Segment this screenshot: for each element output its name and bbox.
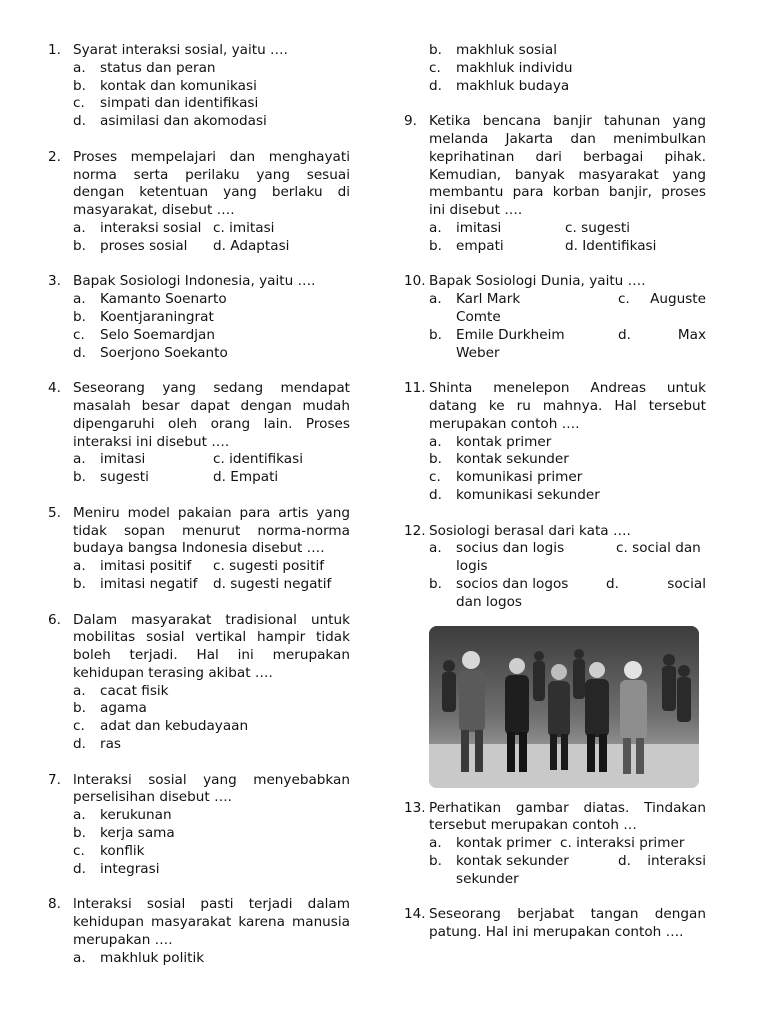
question-text: Bapak Sosiologi Dunia, yaitu …. xyxy=(429,273,646,290)
option-text: kerukunan xyxy=(100,807,172,824)
option-text: sugesti negatif xyxy=(230,575,332,592)
option[interactable] xyxy=(213,220,350,238)
question-8-continued xyxy=(404,42,706,95)
option-text: komunikasi primer xyxy=(456,469,583,486)
option-letter: c. xyxy=(618,291,630,308)
option-letter: d. xyxy=(606,575,619,592)
option[interactable] xyxy=(73,576,213,594)
option-letter: b. xyxy=(429,326,442,343)
question-text: Bapak Sosiologi Indonesia, yaitu …. xyxy=(73,273,316,290)
question-7 xyxy=(48,772,350,879)
option-row[interactable] xyxy=(429,576,706,612)
option-letter: b. xyxy=(429,451,442,468)
option-text-part: Comte xyxy=(456,308,501,325)
option-text: makhluk sosial xyxy=(456,42,558,58)
option-letter: d. xyxy=(73,344,86,361)
option-row[interactable] xyxy=(429,291,706,327)
option-letter: d. xyxy=(429,77,442,94)
option-letter: d. xyxy=(429,486,442,503)
question-number: 3. xyxy=(48,273,61,290)
question-text: Sosiologi berasal dari kata …. xyxy=(429,522,631,539)
option-letter: b. xyxy=(73,77,86,94)
option-text: makhluk politik xyxy=(100,949,205,966)
option-text-part: interaksi xyxy=(647,852,706,869)
option-text: Soerjono Soekanto xyxy=(100,344,228,361)
question-number: 9. xyxy=(404,113,417,130)
option-letter: c. xyxy=(73,326,85,343)
option-text: simpati dan identifikasi xyxy=(100,95,259,112)
option-letter: a. xyxy=(429,291,442,308)
question-3 xyxy=(48,273,350,362)
option-letter: b. xyxy=(73,575,86,592)
option-text: empati xyxy=(456,237,504,254)
option-text: Koentjaraningrat xyxy=(100,308,214,325)
option-pair xyxy=(73,220,350,238)
option-text: makhluk individu xyxy=(456,59,573,76)
option-letter: a. xyxy=(429,219,442,236)
option-letter: c. xyxy=(616,540,628,557)
option[interactable] xyxy=(213,558,350,576)
option-pair xyxy=(73,238,350,256)
option-text: imitasi positif xyxy=(100,558,192,575)
option[interactable] xyxy=(73,78,350,96)
option-text: Emile Durkheim xyxy=(456,326,565,343)
question-number: 1. xyxy=(48,42,61,58)
option-text: makhluk budaya xyxy=(456,77,570,94)
question-6 xyxy=(48,612,350,754)
option-letter: a. xyxy=(429,540,442,557)
option-text: sugesti positif xyxy=(229,558,325,575)
option[interactable] xyxy=(213,238,350,256)
question-text: Syarat interaksi sosial, yaitu …. xyxy=(73,42,288,58)
option-letter: d. xyxy=(213,237,226,254)
option-letter: a. xyxy=(73,558,86,575)
right-column xyxy=(404,42,706,942)
option[interactable] xyxy=(429,60,706,78)
option-text: kontak sekunder xyxy=(456,852,569,869)
option-text-part: sekunder xyxy=(456,870,519,887)
option-letter: c. xyxy=(429,469,441,486)
option-letter: b. xyxy=(73,469,86,486)
option[interactable] xyxy=(565,220,706,238)
option[interactable] xyxy=(73,825,350,843)
question-number: 6. xyxy=(48,611,61,628)
option[interactable] xyxy=(73,327,350,345)
option-letter: b. xyxy=(73,237,86,254)
question-number: 14. xyxy=(404,906,426,923)
question-number: 5. xyxy=(48,504,61,521)
option-text: proses sosial xyxy=(100,237,188,254)
option-letter: c. xyxy=(213,219,225,236)
option-text: imitasi xyxy=(229,219,275,236)
option-letter: d. xyxy=(73,860,86,877)
option-letter: c. xyxy=(73,95,85,112)
option-text: imitasi negatif xyxy=(100,575,198,592)
option-text: identifikasi xyxy=(229,451,304,468)
option[interactable] xyxy=(73,220,213,238)
option[interactable] xyxy=(429,487,706,505)
option-text-part: logis xyxy=(456,558,488,575)
option-text: Adaptasi xyxy=(230,237,290,254)
option[interactable] xyxy=(73,950,350,968)
option[interactable] xyxy=(73,309,350,327)
option-letter: a. xyxy=(73,291,86,308)
option[interactable] xyxy=(73,558,213,576)
option-text: konflik xyxy=(100,842,145,859)
question-12 xyxy=(404,523,706,612)
option-text: Empati xyxy=(230,469,279,486)
question-text: lnteraksi sosial yang menyebabkan perselisihan disebut …. xyxy=(73,771,350,806)
option[interactable] xyxy=(429,434,706,452)
question-text: Meniru model pakaian para artis yang tidak sopan menurut norma-norma budaya bangsa Indonesia disebut …. xyxy=(73,504,350,557)
question-1 xyxy=(48,42,350,131)
option-text: kontak primer xyxy=(456,835,552,852)
option-letter: b. xyxy=(73,825,86,842)
option-row[interactable] xyxy=(429,327,706,363)
question-number: 10. xyxy=(404,273,426,290)
option[interactable] xyxy=(73,345,350,363)
question-number: 11. xyxy=(404,380,426,397)
option-text: adat dan kebudayaan xyxy=(100,718,249,735)
option[interactable] xyxy=(73,683,350,701)
left-column xyxy=(48,42,350,967)
question-text: Dalam masyarakat tradisional untuk mobilitas sosial vertikal hampir tidak boleh terjadi. Hal ini merupakan kehidupan terasing akibat …. xyxy=(73,611,350,681)
option-text: imitasi xyxy=(456,219,502,236)
question-text: Seseorang berjabat tangan dengan patung. Hal ini merupakan contoh …. xyxy=(429,906,706,941)
option-letter: a. xyxy=(73,807,86,824)
option[interactable] xyxy=(73,700,350,718)
option[interactable] xyxy=(73,736,350,754)
option-letter: c. xyxy=(213,451,225,468)
question-13 xyxy=(404,800,706,889)
option-letter: b. xyxy=(429,237,442,254)
option-text: kerja sama xyxy=(100,825,175,842)
option-text: ras xyxy=(100,736,122,753)
option-text-part: social xyxy=(667,575,706,592)
option-row[interactable] xyxy=(429,540,706,576)
option[interactable] xyxy=(429,42,706,60)
option-text: Kamanto Soenarto xyxy=(100,291,227,308)
question-8 xyxy=(48,896,350,967)
option-letter: d. xyxy=(73,736,86,753)
option-text: interaksi sosial xyxy=(100,219,202,236)
question-number: 7. xyxy=(48,771,61,788)
option[interactable] xyxy=(213,469,350,487)
question-text: Seseorang yang sedang mendapat masalah besar dapat dengan mudah dipengaruhi oleh orang lain. Proses interaksi ini disebut …. xyxy=(73,380,350,450)
question-number: 2. xyxy=(48,148,61,165)
option-letter: d. xyxy=(618,852,631,869)
option-letter: b. xyxy=(429,575,442,592)
option-letter: a. xyxy=(73,59,86,76)
option-text-part: Max xyxy=(677,326,706,343)
option[interactable] xyxy=(73,291,350,309)
option[interactable] xyxy=(73,469,213,487)
question-5 xyxy=(48,505,350,594)
option-letter: a. xyxy=(73,451,86,468)
option-letter: a. xyxy=(429,835,442,852)
option-letter: d. xyxy=(565,237,578,254)
question-number: 12. xyxy=(404,522,426,539)
question-number: 8. xyxy=(48,896,61,913)
option[interactable] xyxy=(73,861,350,879)
option[interactable] xyxy=(73,60,350,78)
option-letter: a. xyxy=(429,433,442,450)
option-pair xyxy=(73,576,350,594)
option-text: kontak dan komunikasi xyxy=(100,77,257,94)
option-letter: d. xyxy=(213,575,226,592)
option-text: asimilasi dan akomodasi xyxy=(100,113,267,130)
option-text: Identifikasi xyxy=(582,237,657,254)
option[interactable] xyxy=(213,576,350,594)
option-letter: c. xyxy=(560,835,572,852)
option-letter: d. xyxy=(73,113,86,130)
question-number: 4. xyxy=(48,380,61,397)
option[interactable] xyxy=(429,220,565,238)
option-text: socius dan logis xyxy=(456,540,565,557)
option-letter: c. xyxy=(73,718,85,735)
option[interactable] xyxy=(429,451,706,469)
question-text: Perhatikan gambar diatas. Tindakan tersebut merupakan contoh … xyxy=(429,799,706,834)
question-text: Shinta menelepon Andreas untuk datang ke ru mahnya. Hal tersebut merupakan contoh …. xyxy=(429,380,706,432)
option[interactable] xyxy=(429,78,706,96)
option-text: socios dan logos xyxy=(456,575,569,592)
option-text: cacat fisik xyxy=(100,682,169,699)
option[interactable] xyxy=(565,238,706,256)
option[interactable] xyxy=(73,718,350,736)
option-text: kontak primer xyxy=(456,433,552,450)
photo-illustration xyxy=(429,626,699,788)
question-11 xyxy=(404,380,706,505)
option[interactable] xyxy=(73,451,213,469)
option[interactable] xyxy=(429,238,565,256)
question-2 xyxy=(48,149,350,256)
option-pair xyxy=(73,558,350,576)
option-letter: c. xyxy=(73,842,85,859)
people-conversation-photo xyxy=(429,626,699,788)
option-pair xyxy=(73,451,350,469)
option-text: status dan peran xyxy=(100,59,216,76)
question-4 xyxy=(48,380,350,487)
option-letter: d. xyxy=(618,326,631,343)
option-letter: b. xyxy=(73,700,86,717)
question-number: 13. xyxy=(404,799,426,816)
option-letter: a. xyxy=(73,219,86,236)
option-letter: b. xyxy=(73,308,86,325)
option-row[interactable] xyxy=(429,853,706,889)
option-letter: a. xyxy=(73,949,86,966)
option-pair xyxy=(429,220,706,238)
option-letter: b. xyxy=(429,42,442,58)
question-text: Proses mempelajari dan menghayati norma serta perilaku yang sesuai dengan ketentuan yang berlaku di masyarakat, disebut …. xyxy=(73,148,350,219)
option-row[interactable] xyxy=(429,835,706,853)
option-text: komunikasi sekunder xyxy=(456,486,600,503)
option-text: Karl Mark xyxy=(456,291,521,308)
option-letter: c. xyxy=(565,219,577,236)
option[interactable] xyxy=(73,807,350,825)
option-text-part: dan logos xyxy=(456,593,523,610)
question-text: lnteraksi sosial pasti terjadi dalam kehidupan masyarakat karena manusia merupakan …. xyxy=(73,896,350,948)
option-letter: b. xyxy=(429,852,442,869)
option-text-part: Auguste xyxy=(650,291,706,308)
option-text-part: Weber xyxy=(456,344,500,361)
option-text: integrasi xyxy=(100,860,160,877)
option-text: imitasi xyxy=(100,451,146,468)
option-text: kontak sekunder xyxy=(456,451,569,468)
question-text: Ketika bencana banjir tahunan yang melanda Jakarta dan menimbulkan keprihatinan dari berbagai pihak. Kemudian, banyak masyarakat yang membantu para korban banjir, proses ini disebut …. xyxy=(429,113,706,219)
option[interactable] xyxy=(73,113,350,131)
option[interactable] xyxy=(73,238,213,256)
question-9 xyxy=(404,113,706,255)
option-letter: c. xyxy=(429,59,441,76)
option[interactable] xyxy=(73,843,350,861)
question-10 xyxy=(404,273,706,362)
option-pair xyxy=(73,469,350,487)
option-pair xyxy=(429,238,706,256)
option-text: sugesti xyxy=(100,469,149,486)
option-letter: d. xyxy=(213,469,226,486)
option-text: agama xyxy=(100,700,147,717)
option-text: interaksi primer xyxy=(576,835,685,852)
option-text: sugesti xyxy=(581,219,631,236)
option[interactable] xyxy=(213,451,350,469)
option-text-part: social dan xyxy=(632,540,701,557)
option-letter: c. xyxy=(213,558,225,575)
option[interactable] xyxy=(429,469,706,487)
option[interactable] xyxy=(73,95,350,113)
option-text: Selo Soemardjan xyxy=(100,326,215,343)
question-14 xyxy=(404,906,706,942)
option-letter: a. xyxy=(73,682,86,699)
